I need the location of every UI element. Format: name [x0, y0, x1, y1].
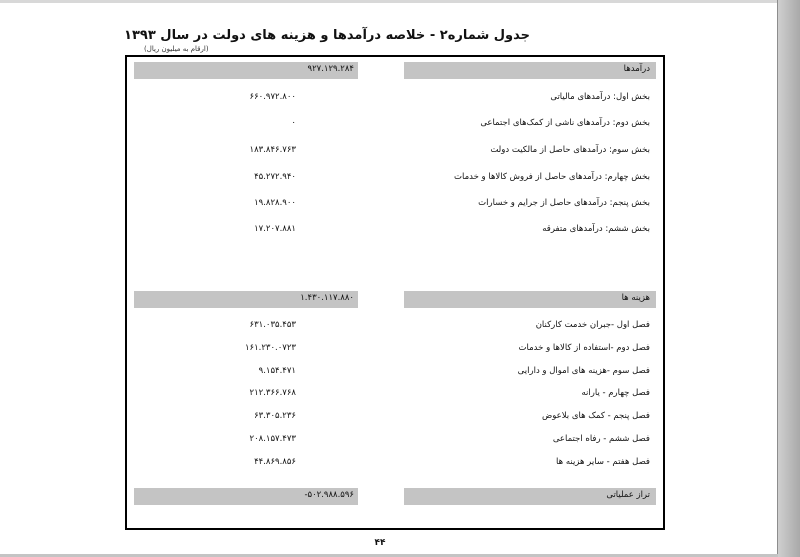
expense-row-value: ۴۴.۸۶۹.۸۵۶	[254, 457, 296, 467]
balance-value-band	[134, 488, 358, 505]
expense-row-value: ۶۳.۳۰۵.۲۳۶	[254, 411, 296, 421]
balance-value: -۵۰۲.۹۸۸.۵۹۶	[304, 490, 354, 500]
expenses-total-band	[134, 291, 358, 308]
revenues-total-band	[134, 62, 358, 79]
page-number: ۴۴	[374, 538, 386, 548]
revenue-row-label: بخش اول: درآمدهای مالیاتی	[550, 92, 650, 102]
revenue-row-value: ۱۷.۲۰۷.۸۸۱	[254, 224, 296, 234]
revenue-row-label: بخش سوم: درآمدهای حاصل از مالکیت دولت	[490, 145, 650, 155]
revenues-total: ۹۲۷.۱۲۹.۲۸۴	[307, 64, 354, 74]
expense-row-label: فصل پنجم - کمک های بلاعوض	[542, 411, 650, 421]
expense-row-value: ۹.۱۵۴.۴۷۱	[258, 366, 296, 376]
revenue-row-value: ۴۵.۲۷۲.۹۴۰	[254, 172, 296, 182]
expense-row-value: ۱۶۱.۲۳۰.۰۷۲۳	[244, 343, 296, 353]
revenue-row-value: ۶۶۰.۹۷۲.۸۰۰	[249, 92, 296, 102]
balance-label: تراز عملیاتی	[606, 490, 650, 500]
revenue-row-label: بخش دوم: درآمدهای ناشی از کمک‌های اجتماعی	[480, 118, 650, 128]
expenses-header-label: هزینه ها	[621, 293, 650, 303]
viewer-scroll-gutter[interactable]	[777, 0, 800, 557]
revenue-row-label: بخش چهارم: درآمدهای حاصل از فروش کالاها و خدمات	[453, 172, 650, 182]
balance-label-band	[404, 488, 656, 505]
expense-row-label: فصل دوم -استفاده از کالاها و خدمات	[518, 343, 650, 353]
expense-row-value: ۶۳۱.۰۳۵.۴۵۳	[249, 320, 296, 330]
revenues-header-label: درآمدها	[623, 64, 650, 74]
expense-row-label: فصل چهارم - یارانه	[581, 388, 650, 398]
expense-row-label: فصل سوم -هزینه های اموال و دارایی	[517, 366, 650, 376]
expense-row-label: فصل هفتم - سایر هزینه ها	[556, 457, 650, 467]
revenue-row-value: ۰	[291, 118, 296, 128]
expense-row-value: ۲۱۲.۳۶۶.۷۶۸	[249, 388, 296, 398]
revenue-row-label: بخش ششم: درآمدهای متفرقه	[542, 224, 650, 234]
page-title: جدول شماره۲ - خلاصه درآمدها و هزینه های دولت در سال ۱۳۹۳	[124, 28, 530, 43]
unit-note: (ارقام به میلیون ریال)	[144, 45, 209, 53]
expenses-header-band	[404, 291, 656, 308]
revenue-row-label: بخش پنجم: درآمدهای حاصل از جرایم و خسارات	[478, 198, 650, 208]
revenues-header-band	[404, 62, 656, 79]
expenses-total: ۱.۴۳۰.۱۱۷.۸۸۰	[300, 293, 354, 303]
expense-row-value: ۲۰۸.۱۵۷.۴۷۳	[249, 434, 296, 444]
expense-row-label: فصل اول -جبران خدمت کارکنان	[535, 320, 650, 330]
revenue-row-value: ۱۸۳.۸۴۶.۷۶۳	[249, 145, 296, 155]
expense-row-label: فصل ششم - رفاه اجتماعی	[552, 434, 650, 444]
page-top-edge	[0, 0, 778, 3]
revenue-row-value: ۱۹.۸۲۸.۹۰۰	[254, 198, 296, 208]
